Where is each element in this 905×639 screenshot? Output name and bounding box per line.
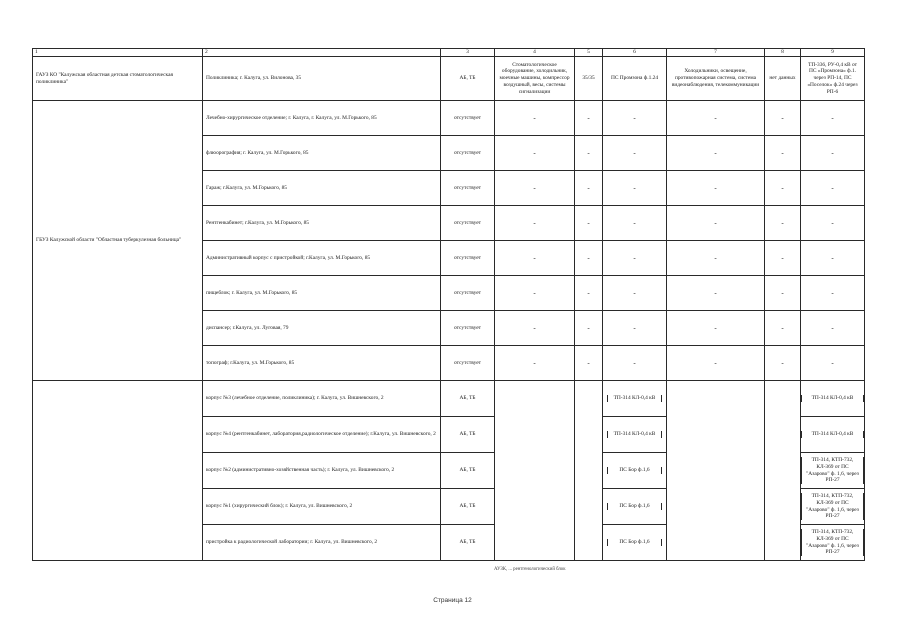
dash-cell: - xyxy=(575,276,603,311)
dash-cell: - xyxy=(603,346,667,381)
dash-cell: - xyxy=(765,276,801,311)
dash-cell: - xyxy=(495,346,575,381)
cell-c3: АБ, ТБ xyxy=(441,453,495,489)
cell-c4: Стоматологическое оборудование, холодильник, моечные машины, компрессор воздушный, весы, системы сигнализации xyxy=(495,57,575,101)
dash-cell: - xyxy=(495,241,575,276)
dash-cell: - xyxy=(667,241,765,276)
cell-c3: АБ, ТБ xyxy=(441,381,495,417)
dash-cell: - xyxy=(801,101,865,136)
dash-cell: - xyxy=(667,101,765,136)
dash-cell: - xyxy=(667,136,765,171)
cell-c9 xyxy=(801,381,865,417)
cell-c3: отсутствует xyxy=(441,206,495,241)
dash-cell: - xyxy=(765,101,801,136)
header-cell: 2 xyxy=(203,49,441,57)
cell-c4-empty xyxy=(495,381,575,561)
dash-cell: - xyxy=(765,346,801,381)
cell-c3: отсутствует xyxy=(441,311,495,346)
cell-c5-empty xyxy=(575,381,603,561)
dash-cell: - xyxy=(603,101,667,136)
object-address: корпус №4 (рентгенкабинет, лаборатория,радиологическое отделение); г.Калуга, ул. Вишневского, 2 xyxy=(203,417,441,453)
org-name: ГАУЗ КО "Калужская областная детская стоматологическая поликлиника" xyxy=(33,57,203,101)
cell-c8-empty xyxy=(765,381,801,561)
cell-c6 xyxy=(603,525,667,561)
dash-cell: - xyxy=(495,136,575,171)
dash-cell: - xyxy=(575,206,603,241)
dash-cell: - xyxy=(603,136,667,171)
object-address: Гараж; г.Калуга, ул. М.Горького, 85 xyxy=(203,171,441,206)
header-cell: 9 xyxy=(801,49,865,57)
dash-cell: - xyxy=(495,206,575,241)
cut-off-text: АУЗК, ... рентгенологический блок xyxy=(494,567,566,572)
dash-cell: - xyxy=(765,171,801,206)
dash-cell: - xyxy=(801,311,865,346)
cell-c3: АБ, ТБ xyxy=(441,525,495,561)
cell-c3: отсутствует xyxy=(441,241,495,276)
cell-c3: отсутствует xyxy=(441,346,495,381)
cell-c3: отсутствует xyxy=(441,101,495,136)
dash-cell: - xyxy=(801,206,865,241)
cell-c3: АБ, ТБ xyxy=(441,417,495,453)
dash-cell: - xyxy=(765,206,801,241)
dash-cell: - xyxy=(667,311,765,346)
cell-c6-text: ПС Бор ф.1,6 xyxy=(607,503,662,510)
object-address: пристройка к радиологической лаборатории; г. Калуга, ул. Вишневского, 2 xyxy=(203,525,441,561)
dash-cell: - xyxy=(603,276,667,311)
dash-cell: - xyxy=(801,136,865,171)
dash-cell: - xyxy=(667,346,765,381)
org-name: ГБУЗ Калужской области "Областная туберкулезная больница" xyxy=(33,101,203,381)
cell-c9 xyxy=(801,489,865,525)
dash-cell: - xyxy=(603,206,667,241)
cell-c6 xyxy=(603,417,667,453)
dash-cell: - xyxy=(801,241,865,276)
cell-c3: отсутствует xyxy=(441,171,495,206)
cell-c9-text: ТП-314, КТП-732, КЛ-369 от ПС "Азарово" ф. 1,6, через РП-27 xyxy=(801,493,864,520)
cell-c3: АБ, ТБ xyxy=(441,57,495,101)
cell-c6 xyxy=(603,489,667,525)
table-body xyxy=(33,49,865,561)
cell-c6-text: ТП-314 КЛ-0,4 кВ xyxy=(607,395,662,402)
header-cell: 3 xyxy=(441,49,495,57)
document-table xyxy=(32,48,865,561)
dash-cell: - xyxy=(765,241,801,276)
dash-cell: - xyxy=(495,276,575,311)
cell-c9-text: ТП-314 КЛ-0,4 кВ xyxy=(801,395,864,402)
cell-c6: ПС Промзона ф.1.24 xyxy=(603,57,667,101)
header-cell: 7 xyxy=(667,49,765,57)
dash-cell: - xyxy=(575,171,603,206)
cell-c9: ТП-336, РУ-0,4 кВ от ПС «Промзона» ф.1. через РП-14, ПС «Поселок» ф.24 через РП-6 xyxy=(801,57,865,101)
object-address: диспансер; г.Калуга, ул. Луговая, 79 xyxy=(203,311,441,346)
dash-cell: - xyxy=(495,171,575,206)
dash-cell: - xyxy=(575,346,603,381)
cell-c7: Холодильники, освещение, противопожарная система, система видеонаблюдения, телекоммуникации xyxy=(667,57,765,101)
dash-cell: - xyxy=(575,136,603,171)
object-address: флюорография; г. Калуга, ул. М.Горького, 85 xyxy=(203,136,441,171)
cell-c6-text: ПС Бор ф.1,6 xyxy=(607,467,662,474)
dash-cell: - xyxy=(801,346,865,381)
header-cell: 5 xyxy=(575,49,603,57)
header-cell: 4 xyxy=(495,49,575,57)
dash-cell: - xyxy=(603,171,667,206)
dash-cell: - xyxy=(575,101,603,136)
cell-c6 xyxy=(603,381,667,417)
cell-c9 xyxy=(801,525,865,561)
object-address: корпус №2 (административно-хозяйственная часть); г. Калуга, ул. Вишневского, 2 xyxy=(203,453,441,489)
dash-cell: - xyxy=(667,171,765,206)
cell-c9-text: ТП-314, КТП-732, КЛ-369 от ПС "Азарово" ф. 1,6, через РП-27 xyxy=(801,529,864,556)
cell-c9 xyxy=(801,417,865,453)
header-cell: 8 xyxy=(765,49,801,57)
dash-cell: - xyxy=(667,276,765,311)
dash-cell: - xyxy=(495,311,575,346)
dash-cell: - xyxy=(575,241,603,276)
object-address: Поликлиника; г. Калуга, ул. Вилонова, 35 xyxy=(203,57,441,101)
table-row xyxy=(33,57,865,101)
header-row xyxy=(33,49,865,57)
table-row xyxy=(33,381,865,417)
object-address: Лечебно-хирургическое отделение; г. Калуга, г. Калуга, ул. М.Горького, 85 xyxy=(203,101,441,136)
cell-c8: нет данных xyxy=(765,57,801,101)
cell-c5: 35/35 xyxy=(575,57,603,101)
cell-c3: АБ, ТБ xyxy=(441,489,495,525)
cell-c6-text: ПС Бор ф.1,6 xyxy=(607,539,662,546)
page-number: Страница 12 xyxy=(433,597,472,604)
cell-c9-text: ТП-314 КЛ-0,4 кВ xyxy=(801,431,864,438)
dash-cell: - xyxy=(765,136,801,171)
dash-cell: - xyxy=(495,101,575,136)
dash-cell: - xyxy=(603,311,667,346)
object-address: корпус №1 (хирургический блок); г. Калуга, ул. Вишневского, 2 xyxy=(203,489,441,525)
object-address: пищеблок; г. Калуга, ул. М.Горького, 85 xyxy=(203,276,441,311)
cell-c6-text: ТП-314 КЛ-0,4 кВ xyxy=(607,431,662,438)
dash-cell: - xyxy=(765,311,801,346)
cell-c6 xyxy=(603,453,667,489)
object-address: корпус №3 (лечебное отделение, поликлиника); г. Калуга, ул. Вишневского, 2 xyxy=(203,381,441,417)
dash-cell: - xyxy=(667,206,765,241)
table-row xyxy=(33,101,865,136)
dash-cell: - xyxy=(801,276,865,311)
dash-cell: - xyxy=(801,171,865,206)
cell-c7-empty xyxy=(667,381,765,561)
cell-c9-text: ТП-314, КТП-732, КЛ-369 от ПС "Азарово" ф. 1,6, через РП-27 xyxy=(801,457,864,484)
cell-c3: отсутствует xyxy=(441,136,495,171)
org-name-empty xyxy=(33,381,203,561)
header-cell: 6 xyxy=(603,49,667,57)
object-address: топограф; г.Калуга, ул. М.Горького, 85 xyxy=(203,346,441,381)
dash-cell: - xyxy=(603,241,667,276)
cell-c9 xyxy=(801,453,865,489)
object-address: Рентгенкабинет; г.Калуга, ул. М.Горького, 85 xyxy=(203,206,441,241)
object-address: Административный корпус с пристройкой; г.Калуга, ул. М.Горького, 85 xyxy=(203,241,441,276)
cell-c3: отсутствует xyxy=(441,276,495,311)
dash-cell: - xyxy=(575,311,603,346)
header-cell: 1 xyxy=(33,49,203,57)
